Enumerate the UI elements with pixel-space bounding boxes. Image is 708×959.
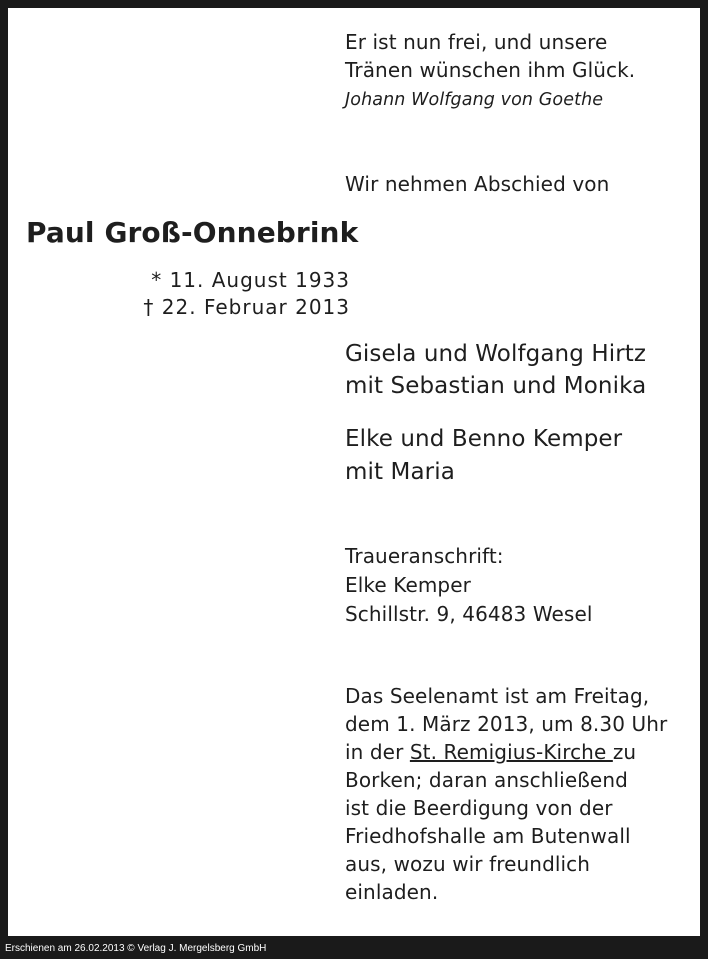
church-link[interactable]: St. Remigius-Kirche — [409, 740, 613, 764]
address-street: Schillstr. 9, 46483 Wesel — [345, 602, 593, 626]
intro-text: Wir nehmen Abschied von — [345, 172, 610, 196]
quote-author: Johann Wolfgang von Goethe — [345, 90, 604, 110]
obituary-notice — [8, 8, 700, 936]
family-2-line-2: mit Maria — [345, 459, 455, 485]
address-label: Traueranschrift: — [345, 544, 504, 568]
birth-date: * 11. August 1933 — [151, 268, 350, 292]
service-line-3 — [345, 740, 636, 764]
service-line-1: Das Seelenamt ist am Freitag, — [345, 684, 650, 708]
family-2-line-1: Elke und Benno Kemper — [345, 426, 623, 452]
service-line-4: Borken; daran anschließend — [345, 768, 628, 792]
service-line-8: einladen. — [345, 880, 439, 904]
quote-line-2: Tränen wünschen ihm Glück. — [345, 58, 636, 82]
publication-footer: Erschienen am 26.02.2013 © Verlag J. Mergelsberg GmbH — [5, 943, 267, 954]
death-date: † 22. Februar 2013 — [143, 295, 350, 319]
family-1-line-2: mit Sebastian und Monika — [345, 373, 647, 399]
deceased-name: Paul Groß-Onnebrink — [26, 216, 359, 249]
service-line-3-end: zu — [612, 740, 637, 764]
service-line-6: Friedhofshalle am Butenwall — [345, 824, 631, 848]
quote-line-1: Er ist nun frei, und unsere — [345, 30, 608, 54]
service-line-5: ist die Beerdigung von der — [345, 796, 613, 820]
address-name: Elke Kemper — [345, 573, 471, 597]
family-1-line-1: Gisela und Wolfgang Hirtz — [345, 341, 647, 367]
service-line-3-start: in der — [345, 740, 410, 764]
service-line-7: aus, wozu wir freundlich — [345, 852, 591, 876]
service-line-2: dem 1. März 2013, um 8.30 Uhr — [345, 712, 668, 736]
